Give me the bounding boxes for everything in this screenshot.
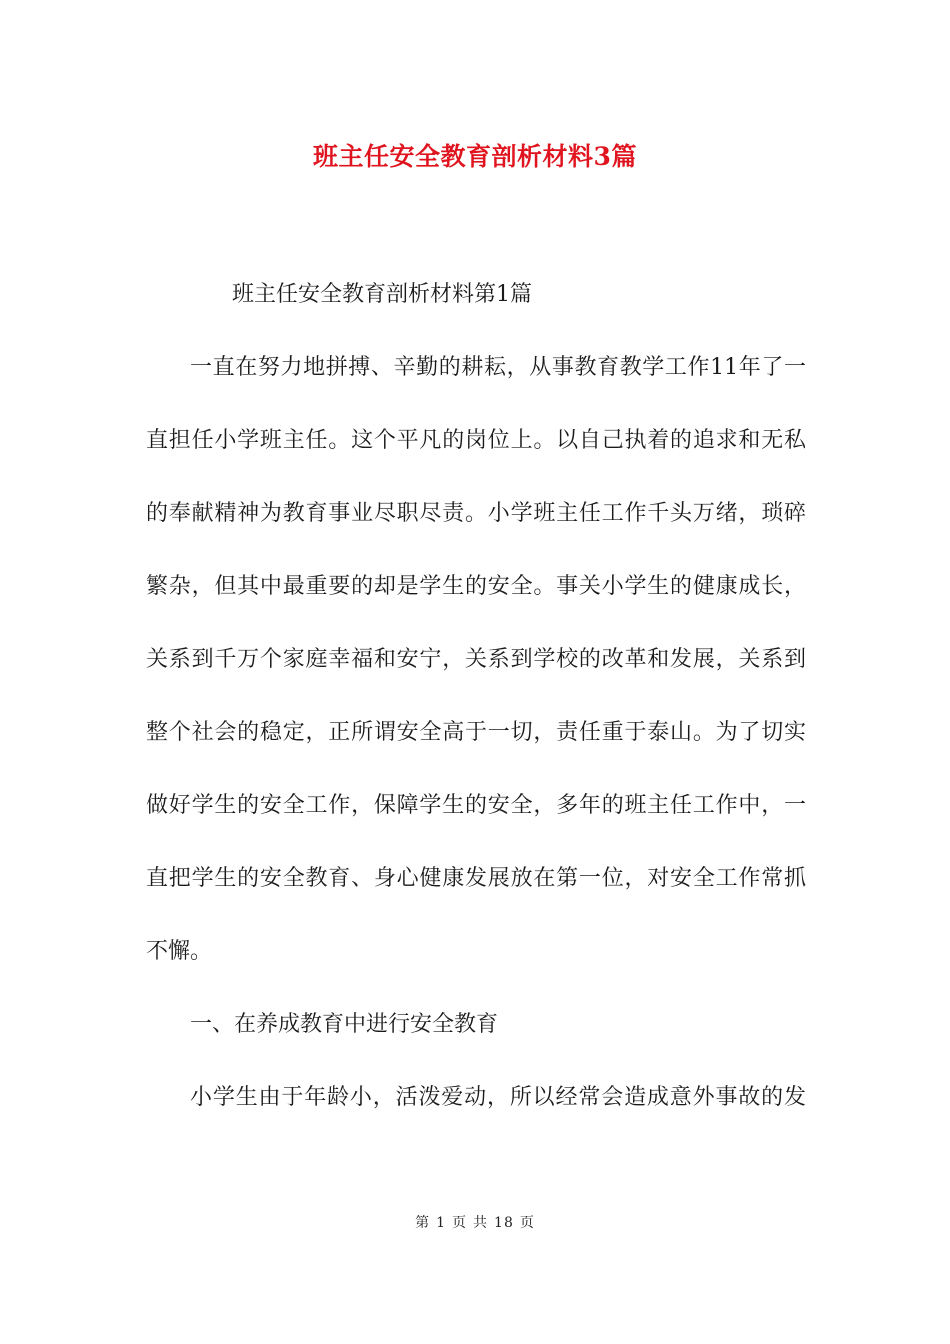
document-title: 班主任安全教育剖析材料3篇 [313,142,637,171]
footer-prefix: 第 [415,1215,431,1231]
paragraph-line: 不懈。 [146,939,213,964]
page-footer [0,1212,950,1232]
paragraph-line: 的奉献精神为教育事业尽职尽责。小学班主任工作千头万绪，琐碎 [146,501,806,526]
paragraph-line: 做好学生的安全工作，保障学生的安全，多年的班主任工作中，一 [146,793,806,818]
paragraph-line: 繁杂，但其中最重要的却是学生的安全。事关小学生的健康成长， [146,574,806,599]
paragraph-line: 直把学生的安全教育、身心健康发展放在第一位，对安全工作常抓 [146,866,806,891]
paragraph-line: 小学生由于年龄小，活泼爱动，所以经常会造成意外事故的发 [190,1085,806,1110]
footer-total-word: 共 [473,1215,489,1231]
article-subtitle: 班主任安全教育剖析材料第1篇 [232,282,532,307]
paragraph-line: 整个社会的稳定，正所谓安全高于一切，责任重于泰山。为了切实 [146,720,806,745]
footer-suffix: 页 [519,1215,535,1231]
footer-total-pages: 18 [494,1215,514,1231]
paragraph-line: 关系到千万个家庭幸福和安宁，关系到学校的改革和发展，关系到 [146,647,806,672]
footer-page-number: 1 [436,1215,447,1231]
paragraph-line: 一直在努力地拼搏、辛勤的耕耘，从事教育教学工作11年了一 [190,355,806,380]
paragraph-line: 直担任小学班主任。这个平凡的岗位上。以自己执着的追求和无私 [146,428,806,453]
footer-page-word: 页 [452,1215,468,1231]
section-heading: 一、在养成教育中进行安全教育 [190,1012,499,1037]
